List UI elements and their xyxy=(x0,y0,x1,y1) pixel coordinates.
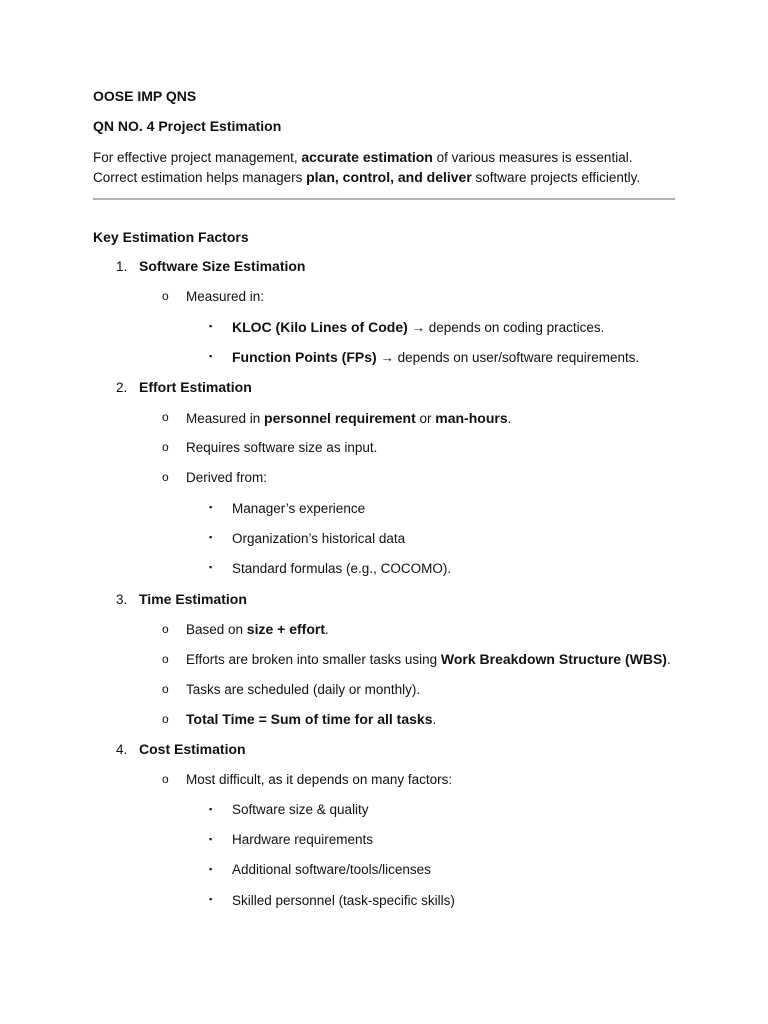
text-run: . xyxy=(432,712,437,727)
item-title-cost: Cost Estimation xyxy=(139,741,246,757)
item-title-time: Time Estimation xyxy=(139,591,247,607)
square-bullet: ▪ xyxy=(209,804,213,814)
term-bold: KLOC (Kilo Lines of Code) xyxy=(232,319,408,335)
term-bold: Work Breakdown Structure (WBS) xyxy=(440,651,667,667)
square-bullet: ▪ xyxy=(209,864,213,874)
term-bold: man-hours xyxy=(435,410,508,426)
list-number: 4. xyxy=(116,742,128,757)
item-title-size: Software Size Estimation xyxy=(139,258,306,274)
horizontal-rule xyxy=(93,198,675,200)
circle-bullet: o xyxy=(162,772,169,786)
intro-bold: plan, control, and deliver xyxy=(306,169,472,185)
intro-text: of various measures is essential. xyxy=(432,150,633,165)
list-number: 3. xyxy=(116,592,128,607)
list-item: Requires software size as input. xyxy=(186,440,378,455)
text-run: Efforts are broken into smaller tasks using xyxy=(186,652,441,667)
term-desc: → depends on coding practices. xyxy=(407,320,605,335)
term-bold: Function Points (FPs) xyxy=(232,349,377,365)
list-item: Hardware requirements xyxy=(232,832,374,847)
list-item: Most difficult, as it depends on many factors: xyxy=(186,772,453,787)
list-item xyxy=(186,410,511,426)
list-item: Manager’s experience xyxy=(232,501,366,516)
term-bold: Total Time = Sum of time for all tasks xyxy=(186,711,433,727)
list-item xyxy=(186,711,436,727)
list-number: 1. xyxy=(116,259,128,274)
intro-text: For effective project management, xyxy=(93,150,302,165)
circle-bullet: o xyxy=(162,712,169,726)
text-run: or xyxy=(415,411,436,426)
intro-bold: accurate estimation xyxy=(301,149,433,165)
list-item: Standard formulas (e.g., COCOMO). xyxy=(232,561,452,576)
term-bold: personnel requirement xyxy=(264,410,416,426)
list-number: 2. xyxy=(116,380,128,395)
circle-bullet: o xyxy=(162,622,169,636)
text-run: . xyxy=(666,652,671,667)
square-bullet: ▪ xyxy=(209,351,213,361)
circle-bullet: o xyxy=(162,470,169,484)
list-item: Organization’s historical data xyxy=(232,531,406,546)
intro-text: Correct estimation helps managers xyxy=(93,170,307,185)
square-bullet: ▪ xyxy=(209,321,213,331)
list-item: Additional software/tools/licenses xyxy=(232,862,431,877)
document-title: OOSE IMP QNS xyxy=(93,88,197,104)
text-run: Based on xyxy=(186,622,247,637)
circle-bullet: o xyxy=(162,440,169,454)
circle-bullet: o xyxy=(162,410,169,424)
list-item xyxy=(232,319,604,335)
square-bullet: ▪ xyxy=(209,502,213,512)
question-heading: QN NO. 4 Project Estimation xyxy=(93,118,282,134)
text-run: Measured in xyxy=(186,411,265,426)
intro-line-2 xyxy=(93,169,640,185)
circle-bullet: o xyxy=(162,652,169,666)
square-bullet: ▪ xyxy=(209,532,213,542)
list-item: Tasks are scheduled (daily or monthly). xyxy=(186,682,421,697)
intro-line-1 xyxy=(93,149,632,165)
intro-text: software projects efficiently. xyxy=(471,170,641,185)
list-item xyxy=(186,651,671,667)
text-run: . xyxy=(507,411,512,426)
square-bullet: ▪ xyxy=(209,562,213,572)
list-item xyxy=(186,621,329,637)
square-bullet: ▪ xyxy=(209,894,213,904)
circle-bullet: o xyxy=(162,289,169,303)
list-item: Software size & quality xyxy=(232,802,369,817)
section-heading: Key Estimation Factors xyxy=(93,229,249,245)
circle-bullet: o xyxy=(162,682,169,696)
item-title-effort: Effort Estimation xyxy=(139,379,252,395)
list-item: Skilled personnel (task-specific skills) xyxy=(232,893,455,908)
square-bullet: ▪ xyxy=(209,834,213,844)
term-desc: → depends on user/software requirements. xyxy=(376,350,640,365)
text-run: . xyxy=(325,622,329,637)
list-item: Measured in: xyxy=(186,289,265,304)
list-item xyxy=(232,349,639,365)
term-bold: size + effort xyxy=(246,621,325,637)
list-item: Derived from: xyxy=(186,470,268,485)
